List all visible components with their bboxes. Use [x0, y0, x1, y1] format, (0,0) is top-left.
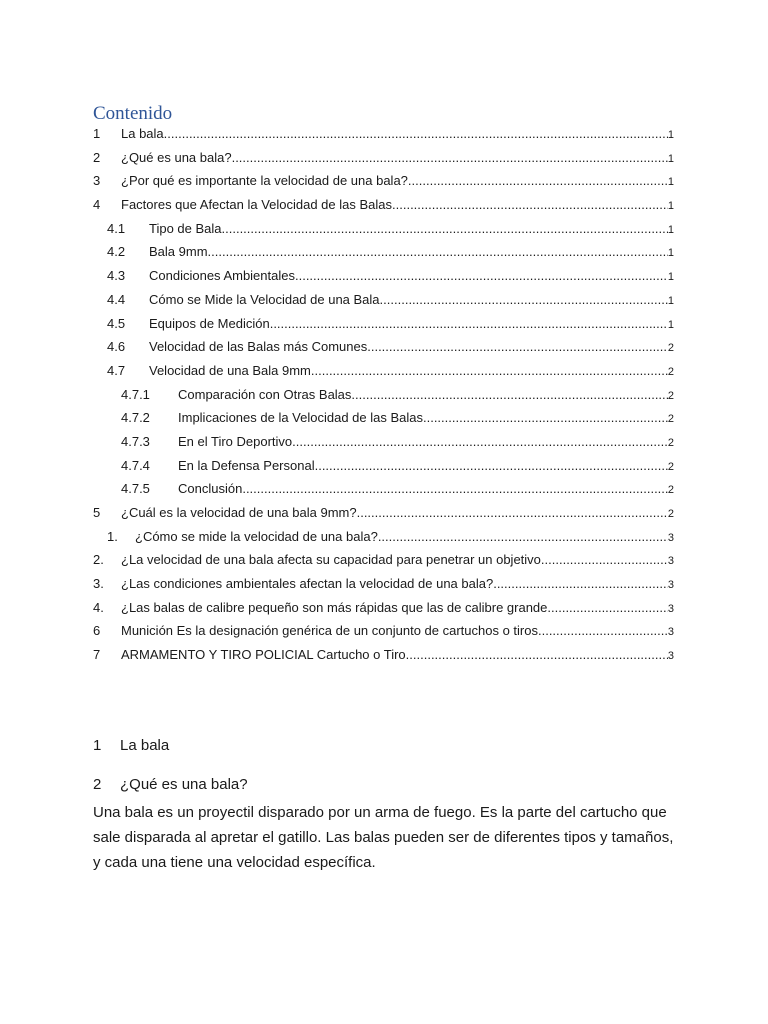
toc-entry-page: 2	[667, 342, 674, 355]
toc-title: Contenido	[93, 103, 173, 124]
toc-entry-number: 4.7.4	[121, 457, 150, 473]
toc-entry-label: En la Defensa Personal	[178, 457, 315, 473]
toc-entry-label: ¿Por qué es importante la velocidad de una bala?	[121, 173, 408, 189]
toc-entry[interactable]	[93, 240, 674, 264]
toc-dot-leader	[295, 264, 668, 288]
toc-entry-page: 1	[667, 176, 674, 189]
toc-dot-leader	[311, 359, 668, 383]
toc-entry-label: ¿Cuál es la velocidad de una bala 9mm?	[121, 505, 357, 520]
toc-entry-page: 2	[667, 365, 674, 378]
toc-dot-leader	[380, 288, 668, 312]
toc-entry-page: 1	[667, 271, 674, 284]
toc-entry[interactable]	[93, 169, 674, 193]
toc-entry-page: 2	[667, 436, 674, 449]
toc-entry-label: Equipos de Medición	[149, 315, 270, 331]
toc-entry-number: 4.2	[107, 244, 126, 260]
toc-entry[interactable]	[93, 146, 674, 170]
toc-entry-page: 1	[667, 152, 674, 165]
toc-entry-number: 4.7.2	[121, 410, 150, 426]
toc-dot-leader	[242, 477, 668, 501]
toc-entry-page: 3	[667, 650, 674, 663]
toc-entry[interactable]	[93, 430, 674, 454]
toc-entry-page: 1	[667, 129, 674, 141]
body-paragraph: Una bala es un proyectil disparado por un arma de fuego. Es la parte del cartucho que sale disparada al apretar el gatillo. Las balas pueden ser de diferentes tipos y tamaños, y cada una tiene una velocidad específica.	[93, 804, 674, 871]
toc-entry-label: En el Tiro Deportivo	[178, 433, 293, 449]
toc-entry-label: ¿Qué es una bala?	[121, 149, 232, 165]
toc-entry[interactable]	[93, 501, 674, 525]
toc-entry-number: 4.7	[107, 362, 126, 378]
toc-entry-page: 1	[667, 318, 674, 331]
toc-entry-number: 4.7.3	[121, 433, 150, 449]
toc-entry-label: Conclusión	[178, 481, 243, 497]
toc-entry-number: 5	[93, 505, 101, 520]
toc-entry-label: Munición Es la designación genérica de un conjunto de cartuchos o tiros.	[121, 623, 542, 639]
toc-dot-leader	[392, 193, 668, 217]
toc-entry-page: 2	[667, 484, 674, 497]
toc-entry-page: 3	[667, 579, 674, 592]
toc-entry-number: 4.6	[107, 339, 126, 355]
toc-dot-leader	[232, 146, 668, 170]
toc-entry-number: 1	[93, 126, 101, 141]
section-title: La bala	[120, 737, 170, 754]
toc-entry-number: 2.	[93, 552, 104, 568]
toc-entry-label: ARMAMENTO Y TIRO POLICIAL Cartucho o Tiro	[121, 647, 406, 663]
toc-entry[interactable]	[93, 217, 674, 241]
toc-entry-page: 3	[667, 555, 674, 568]
toc-dot-leader	[351, 383, 667, 407]
toc-dot-leader	[367, 335, 668, 359]
toc-entry-page: 2	[667, 389, 674, 402]
toc-entry[interactable]	[93, 122, 674, 146]
toc-entry[interactable]	[93, 264, 674, 288]
toc-entry-number: 2	[93, 149, 101, 165]
toc-dot-leader	[547, 596, 667, 620]
toc-entry-number: 1.	[107, 528, 118, 544]
toc-entry-number: 4.4	[107, 291, 126, 307]
toc-dot-leader	[378, 525, 668, 549]
section-heading-2	[93, 775, 248, 795]
toc-entry-number: 4.5	[107, 315, 126, 331]
toc-dot-leader	[408, 169, 668, 193]
section-title: ¿Qué es una bala?	[120, 776, 248, 793]
toc-entry-page: 3	[667, 626, 674, 639]
toc-entry-number: 3.	[93, 576, 104, 592]
toc-entry-label: ¿Las balas de calibre pequeño son más rápidas que las de calibre grande	[121, 599, 548, 615]
toc-dot-leader	[164, 122, 668, 146]
toc-dot-leader	[208, 240, 668, 264]
toc-entry[interactable]	[93, 383, 674, 407]
toc-entry-number: 4.7.1	[121, 386, 150, 402]
toc-entry-label: ¿La velocidad de una bala afecta su capacidad para penetrar un objetivo	[121, 552, 541, 568]
toc-entry-number: 4.1	[107, 220, 126, 236]
section-number: 2	[93, 776, 102, 793]
toc-entry-label: Factores que Afectan la Velocidad de las Balas	[121, 197, 393, 213]
toc-entry[interactable]	[93, 548, 674, 572]
toc-entry-number: 4.3	[107, 268, 126, 284]
toc-entry[interactable]	[93, 572, 674, 596]
toc-dot-leader	[357, 501, 668, 525]
toc-entry-page: 1	[667, 223, 674, 236]
toc-entry[interactable]	[93, 359, 674, 383]
toc-entry-label: ¿Cómo se mide la velocidad de una bala?	[135, 528, 378, 544]
toc-entry[interactable]	[93, 525, 674, 549]
toc-dot-leader	[406, 643, 668, 667]
toc-entry-label: Implicaciones de la Velocidad de las Balas	[178, 410, 423, 426]
toc-entry-label: Velocidad de las Balas más Comunes	[149, 339, 368, 355]
toc-entry-number: 6	[93, 623, 101, 639]
toc-dot-leader	[292, 430, 668, 454]
toc-entry-page: 3	[667, 602, 674, 615]
table-of-contents	[93, 122, 674, 667]
toc-dot-leader	[270, 312, 668, 336]
toc-dot-leader	[541, 548, 668, 572]
toc-entry-label: Bala 9mm	[149, 244, 208, 260]
toc-entry-label: Cómo se Mide la Velocidad de una Bala	[149, 291, 380, 307]
toc-entry[interactable]	[93, 193, 674, 217]
toc-entry-page: 1	[667, 294, 674, 307]
toc-entry[interactable]	[93, 619, 674, 643]
toc-dot-leader	[493, 572, 668, 596]
toc-entry-page: 3	[667, 531, 674, 544]
toc-dot-leader	[423, 406, 668, 430]
toc-entry-page: 1	[667, 200, 674, 213]
section-number: 1	[93, 737, 102, 754]
toc-entry-label: Comparación con Otras Balas	[178, 386, 352, 402]
toc-entry-page: 2	[667, 460, 674, 473]
toc-entry[interactable]	[93, 335, 674, 359]
toc-entry[interactable]	[93, 643, 674, 667]
toc-entry-number: 4.	[93, 599, 104, 615]
toc-entry-label: Condiciones Ambientales	[149, 268, 295, 284]
toc-entry-number: 3	[93, 173, 101, 189]
toc-entry[interactable]	[93, 454, 674, 478]
toc-entry[interactable]	[93, 406, 674, 430]
toc-dot-leader	[542, 619, 668, 643]
toc-entry-page: 2	[667, 508, 674, 520]
toc-dot-leader	[222, 217, 668, 241]
toc-entry-page: 2	[667, 413, 674, 426]
toc-entry[interactable]	[93, 477, 674, 501]
toc-entry[interactable]	[93, 596, 674, 620]
section-heading-1	[93, 736, 169, 756]
toc-entry-number: 7	[93, 647, 101, 663]
toc-entry[interactable]	[93, 288, 674, 312]
toc-entry-number: 4.7.5	[121, 481, 150, 497]
toc-entry[interactable]	[93, 312, 674, 336]
toc-entry-number: 4	[93, 197, 101, 213]
toc-entry-label: Tipo de Bala	[149, 220, 222, 236]
toc-entry-label: La bala	[121, 126, 164, 141]
toc-dot-leader	[315, 454, 668, 478]
toc-entry-label: ¿Las condiciones ambientales afectan la velocidad de una bala?	[121, 576, 494, 592]
toc-entry-page: 1	[667, 247, 674, 260]
toc-entry-label: Velocidad de una Bala 9mm	[149, 362, 311, 378]
